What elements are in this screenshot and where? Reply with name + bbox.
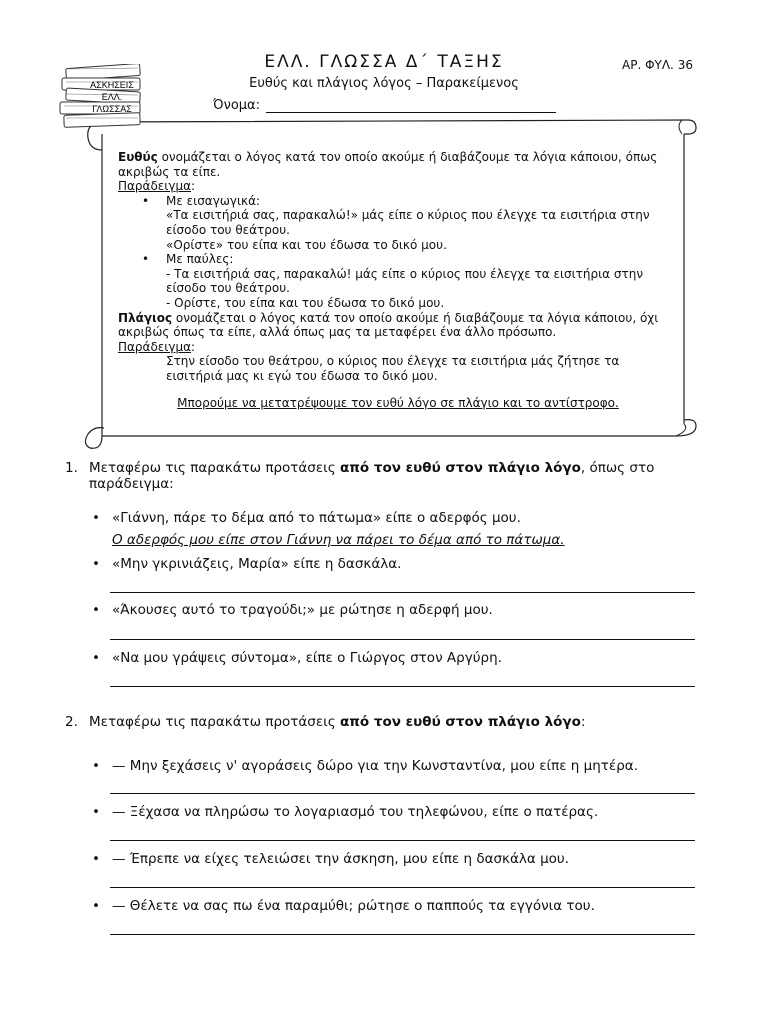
logo-text-3: ΓΛΩΣΣΑΣ <box>92 104 132 114</box>
indirect-example: Στην είσοδο του θεάτρου, ο κύριος που έλεγχε τα εισιτήρια μάς ζήτησε τα <box>166 354 620 369</box>
logo-text-1: ΑΣΚΗΣΕΙΣ <box>90 80 134 90</box>
list-item <box>92 556 702 572</box>
exercise-2-instruction <box>65 714 705 730</box>
bullet: • <box>92 650 100 666</box>
page-title: ΕΛΛ. ΓΛΩΣΣΑ Δ΄ ΤΑΞΗΣ <box>264 52 504 72</box>
example-answer: Ο αδερφός μου είπε στον Γιάννη να πάρει το δέμα από το πάτωμα. <box>112 532 565 548</box>
exercise-1-number: 1. <box>65 460 78 476</box>
bullet: • <box>92 758 100 774</box>
exercise-sentence: — Θέλετε να σας πω ένα παραμύθι; ρώτησε ο παππούς τα εγγόνια του. <box>112 898 595 914</box>
bullet: • <box>92 556 100 572</box>
bullet: • <box>92 851 100 867</box>
example-label-2: Παράδειγμα <box>118 339 191 354</box>
instruction-bold: από τον ευθύ στον πλάγιο λόγο <box>339 460 581 476</box>
name-input-line[interactable] <box>266 98 556 113</box>
dash-example-2: - Ορίστε, του είπα και του έδωσα το δικό μου. <box>166 295 445 310</box>
name-row <box>213 98 556 113</box>
quotes-bullet: • Με εισαγωγικά: <box>118 194 678 209</box>
indirect-definition: ονομάζεται ο λόγος κατά τον οποίο ακούμε ή διαβάζουμε τα λόγια κάποιου, όχι <box>172 310 659 325</box>
list-item <box>92 851 702 867</box>
instruction-text: Μεταφέρω τις παρακάτω προτάσεις <box>89 460 340 476</box>
list-item <box>92 758 702 774</box>
colon: : <box>191 339 196 354</box>
colon: : <box>191 179 196 194</box>
bullet: • <box>92 602 100 618</box>
answer-line[interactable] <box>110 840 695 841</box>
indirect-definition-cont: ακριβώς όπως τα είπε, αλλά όπως μας τα μεταφέρει ένα άλλο πρόσωπο. <box>118 325 557 340</box>
sheet-number: ΑΡ. ΦΥΛ. 36 <box>622 58 693 72</box>
quotes-example-cont: είσοδο του θεάτρου. <box>166 222 290 237</box>
exercise-sentence: — Ξέχασα να πληρώσω το λογαριασμό του τηλεφώνου, είπε ο πατέρας. <box>112 804 599 820</box>
direct-definition: ονομάζεται ο λόγος κατά τον οποίο ακούμε ή διαβάζουμε τα λόγια κάποιου, όπως <box>157 150 658 164</box>
answer-line[interactable] <box>110 934 695 935</box>
indirect-example-cont: εισιτήριά μας κι εγώ του έδωσα το δικό μου. <box>166 368 438 383</box>
list-item <box>92 602 702 618</box>
quotes-example: «Τα εισιτήριά σας, παρακαλώ!» μάς είπε ο κύριος που έλεγχε τα εισιτήρια στην <box>166 208 650 223</box>
exercise-sentence: — Μην ξεχάσεις ν' αγοράσεις δώρο για την Κωνσταντίνα, μου είπε η μητέρα. <box>112 758 638 774</box>
dash-bullet: • Με παύλες: <box>118 252 678 267</box>
list-item <box>92 510 702 526</box>
list-item <box>92 804 702 820</box>
direct-definition-cont: ακριβώς τα είπε. <box>118 164 221 179</box>
instruction-text: Μεταφέρω τις παρακάτω προτάσεις <box>89 714 340 730</box>
instruction-text-end: : <box>580 714 586 730</box>
exercise-sentence: «Να μου γράψεις σύντομα», είπε ο Γιώργος στον Αργύρη. <box>112 650 502 666</box>
dash-example: - Τα εισιτήριά σας, παρακαλώ! μάς είπε ο κύριος που έλεγχε τα εισιτήρια στην <box>166 266 644 281</box>
definition-box <box>118 150 678 410</box>
exercise-1-instruction <box>65 460 705 492</box>
exercise-sentence: «Μην γκρινιάζεις, Μαρία» είπε η δασκάλα. <box>112 556 402 572</box>
answer-line[interactable] <box>110 686 695 687</box>
instruction-text-end: , όπως στο <box>580 460 655 476</box>
exercise-2-number: 2. <box>65 714 78 730</box>
answer-line[interactable] <box>110 592 695 593</box>
exercise-sentence: — Έπρεπε να είχες τελειώσει την άσκηση, μου είπε η δασκάλα μου. <box>112 851 570 867</box>
bullet: • <box>92 898 100 914</box>
name-label: Όνομα: <box>213 98 260 113</box>
instruction-bold: από τον ευθύ στον πλάγιο λόγο <box>339 714 581 730</box>
indirect-term: Πλάγιος <box>118 310 173 325</box>
list-item <box>92 650 702 666</box>
bullet: • <box>92 510 100 526</box>
answer-line[interactable] <box>110 887 695 888</box>
bullet: • <box>92 804 100 820</box>
quotes-example-2: «Ορίστε» του είπα και του έδωσα το δικό μου. <box>166 237 447 252</box>
exercise-sentence: «Γιάννη, πάρε το δέμα από το πάτωμα» είπε ο αδερφός μου. <box>112 510 521 526</box>
page-subtitle: Ευθύς και πλάγιος λόγος – Παρακείμενος <box>249 76 519 91</box>
box-note: Μπορούμε να μετατρέψουμε τον ευθύ λόγο σε πλάγιο και το αντίστροφο. <box>177 395 619 410</box>
list-item <box>92 898 702 914</box>
answer-line[interactable] <box>110 639 695 640</box>
dash-example-cont: είσοδο του θεάτρου. <box>166 281 290 296</box>
exercise-sentence: «Άκουσες αυτό το τραγούδι;» με ρώτησε η αδερφή μου. <box>112 602 493 618</box>
direct-term: Ευθύς <box>118 150 158 164</box>
answer-line[interactable] <box>110 793 695 794</box>
logo-text-2: ΕΛΛ. <box>101 92 123 102</box>
example-label: Παράδειγμα <box>118 179 191 194</box>
instruction-text-line2: παράδειγμα: <box>89 476 174 492</box>
